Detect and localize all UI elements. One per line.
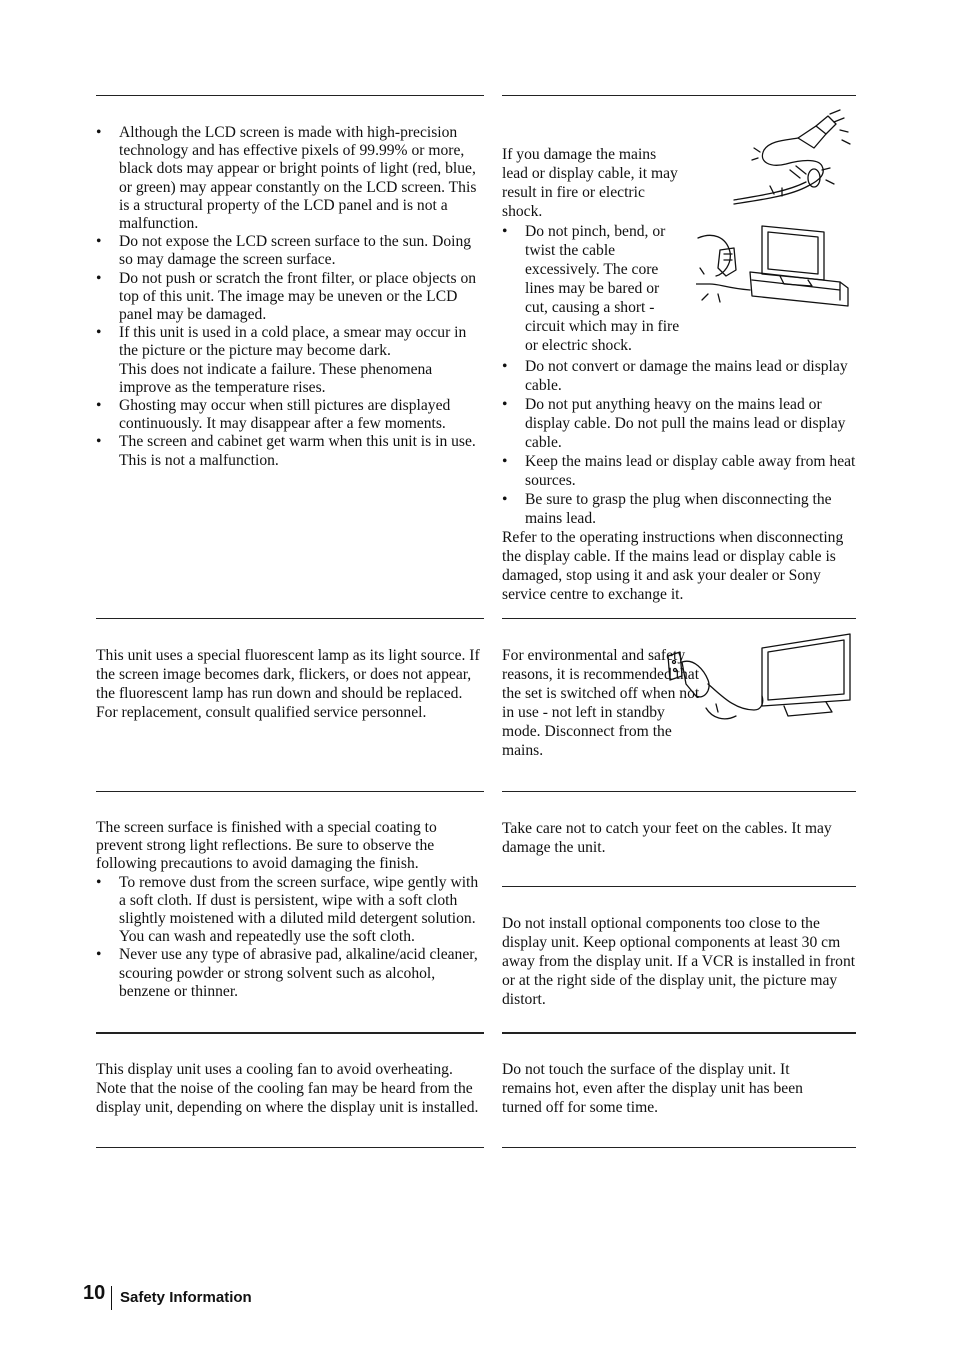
lcd-bullet-cold <box>96 324 486 397</box>
footer-divider <box>111 1286 112 1310</box>
unplug-illustration <box>664 630 854 724</box>
pinched-cable-illustration <box>696 222 852 314</box>
rule-right-3 <box>502 791 856 792</box>
mains-lead-rest <box>502 357 860 604</box>
mains-lead-outro: Refer to the operating instructions when disconnecting the display cable. If the mains lead or display cable is damaged, stop using it and ask your dealer or Sony service centre to exchange it. <box>502 529 844 603</box>
mains-lead-intro <box>502 145 682 221</box>
rule-right-4 <box>502 886 856 887</box>
rule-left-4 <box>96 1032 484 1034</box>
components-text: Do not install optional components too close to the display unit. Keep optional components at least 30 cm away from the display unit. If a VCR is installed in front or at the right side of the display unit, the picture may distort. <box>502 915 856 1008</box>
standby-text: For environmental and safety reasons, it is recommended that the set is switched off when not in use - not left in standby mode. Disconnect from the mains. <box>502 647 700 759</box>
rule-left-bottom <box>96 1147 484 1148</box>
mains-bullet-pinch: • Do not pinch, bend, or twist the cable excessively. The core lines may be bared or cut, causing a short - circuit which may in fire or electric shock. <box>502 222 680 355</box>
surface-text: Do not touch the surface of the display unit. It remains hot, even after the display unit has been turned off for some time. <box>502 1061 803 1116</box>
mains-bullet-grasp: • Be sure to grasp the plug when disconnecting the mains lead. <box>502 490 860 528</box>
rule-right-top <box>502 95 856 96</box>
lcd-bullet-warm: • The screen and cabinet get warm when this unit is in use. This is not a malfunction. <box>96 433 486 469</box>
lcd-screen-section <box>96 124 486 470</box>
components-section <box>502 914 858 1009</box>
fan-section <box>96 1060 486 1117</box>
mains-bullet-heavy: • Do not put anything heavy on the mains lead or display cable. Do not pull the mains lead or display cable. <box>502 395 860 452</box>
page-number: 10 <box>83 1282 106 1304</box>
cables-text: Take care not to catch your feet on the cables. It may damage the unit. <box>502 820 832 856</box>
surface-section <box>502 1060 842 1117</box>
mains-bullet-convert: • Do not convert or damage the mains lead or display cable. <box>502 357 860 395</box>
lcd-bullet-sun: • Do not expose the LCD screen surface to the sun. Doing so may damage the screen surface. <box>96 233 486 269</box>
cables-section <box>502 819 858 857</box>
rule-right-2 <box>502 618 856 619</box>
mains-lead-intro-text: If you damage the mains lead or display cable, it may result in fire or electric shock. <box>502 146 678 220</box>
damaged-plug-illustration <box>730 108 852 208</box>
coating-intro: The screen surface is finished with a special coating to prevent strong light reflections. Be sure to observe the following precautions to avoid damaging the finish. <box>96 819 437 873</box>
mains-bullet-heat: • Keep the mains lead or display cable away from heat sources. <box>502 452 860 490</box>
lcd-cold-text: If this unit is used in a cold place, a smear may occur in the picture or the picture may become dark. <box>119 324 467 360</box>
lcd-bullet-pixels: • Although the LCD screen is made with high-precision technology and has effective pixels of 99.99% or more, black dots may appear or bright points of light (red, blue, or green) may appear constantly on the LCD screen. This is a structural property of the LCD panel and is not a malfunction. <box>96 124 486 233</box>
footer-section-title: Safety Information <box>120 1289 252 1306</box>
lcd-cold-note: This does not indicate a failure. These phenomena improve as the temperature rises. <box>119 360 433 396</box>
lcd-bullet-ghosting: • Ghosting may occur when still pictures are displayed continuously. It may disappear after a few moments. <box>96 397 486 433</box>
mains-lead-bullet-pinch <box>502 222 680 355</box>
rule-left-2 <box>96 618 484 619</box>
lamp-text: This unit uses a special fluorescent lamp as its light source. If the screen image becomes dark, flickers, or does not appear, the fluorescent lamp has run down and should be replaced. For replacement, consult qualified service personnel. <box>96 647 480 721</box>
rule-right-5 <box>502 1032 856 1034</box>
fan-text: This display unit uses a cooling fan to avoid overheating. Note that the noise of the cooling fan may be heard from the display unit, depending on where the display unit is installed. <box>96 1061 479 1116</box>
coating-section <box>96 819 484 1001</box>
rule-left-top <box>96 95 484 96</box>
lcd-bullet-scratch: • Do not push or scratch the front filter, or place objects on top of this unit. The image may be uneven or the LCD panel may be damaged. <box>96 270 486 325</box>
coating-bullet-abrasive: • Never use any type of abrasive pad, alkaline/acid cleaner, scouring powder or strong solvent such as alcohol, benzene or thinner. <box>96 946 484 1001</box>
lamp-section <box>96 646 484 722</box>
rule-left-3 <box>96 791 484 792</box>
coating-bullet-dust: • To remove dust from the screen surface, wipe gently with a soft cloth. If dust is persistent, wipe with a soft cloth slightly moistened with a diluted mild detergent solution. You can wash and repeatedly use the soft cloth. <box>96 874 484 947</box>
rule-right-bottom <box>502 1147 856 1148</box>
